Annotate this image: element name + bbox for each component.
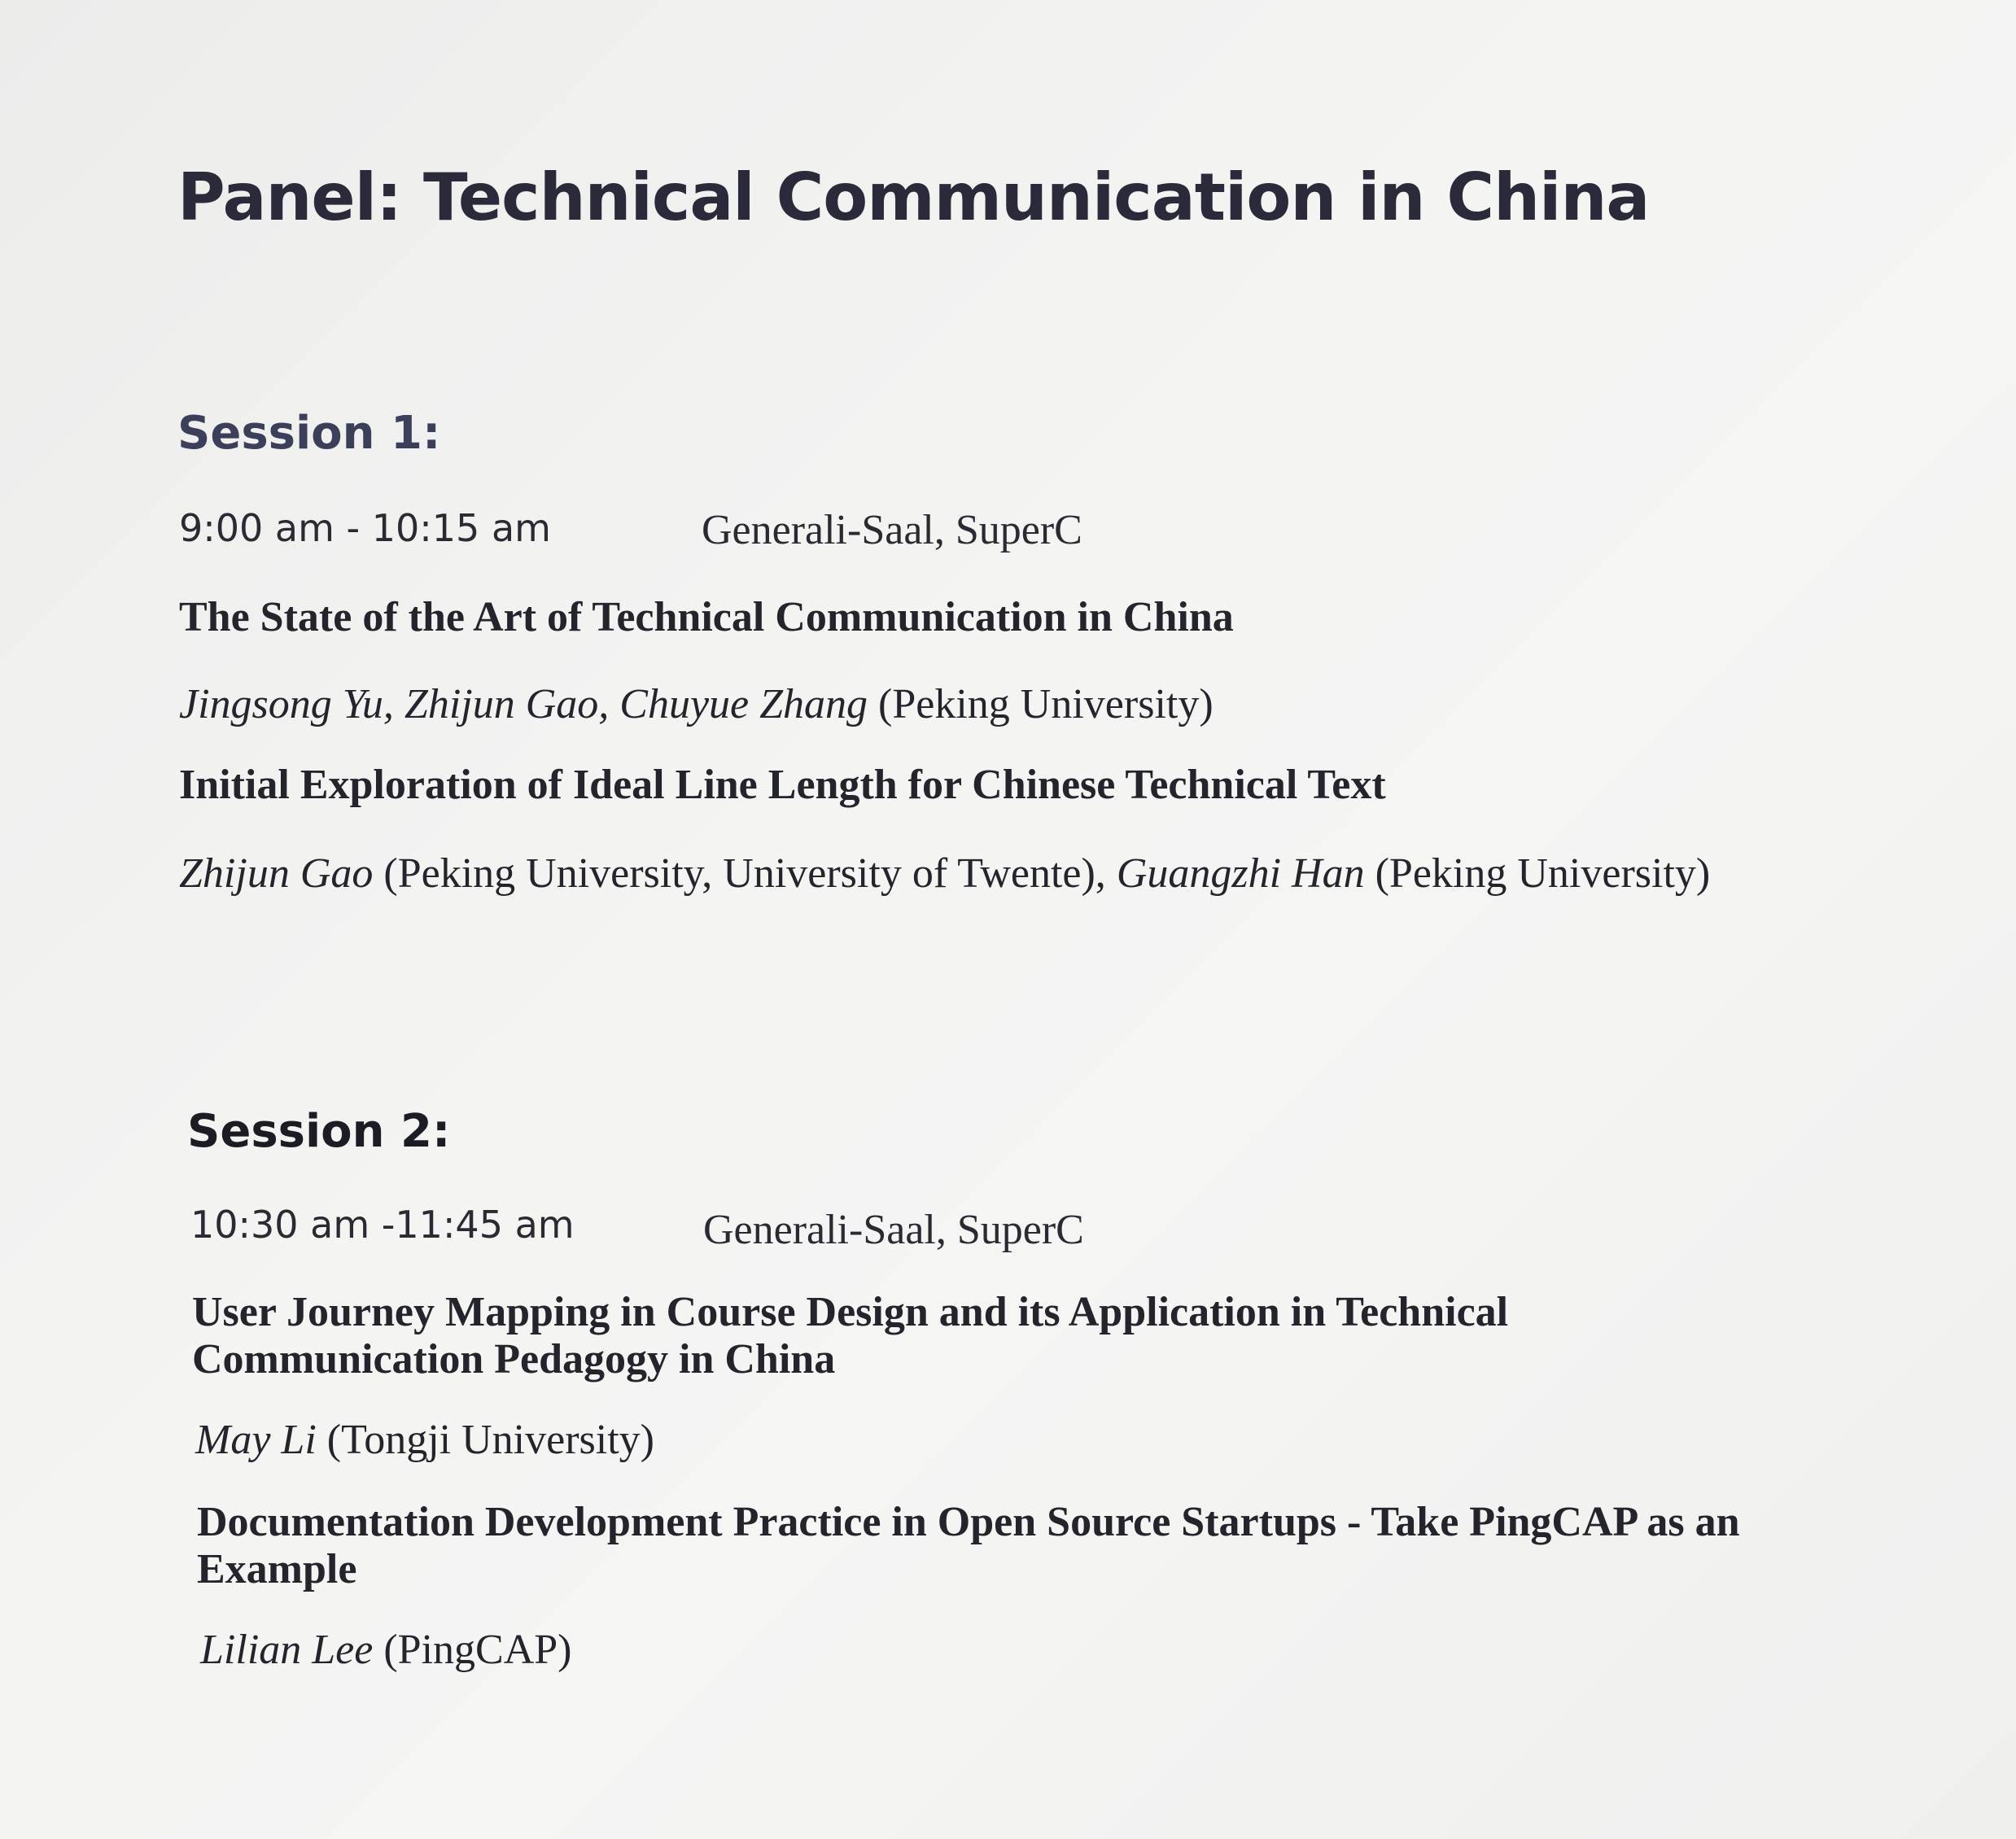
talk-authors <box>200 1626 572 1674</box>
author-names: Zhijun Gao <box>179 850 374 897</box>
talk-authors <box>195 1416 654 1464</box>
author-names: May Li <box>195 1417 317 1463</box>
talk-authors <box>179 850 1710 898</box>
author-names: Lilian Lee <box>200 1627 374 1673</box>
author-affiliation: (Tongji University) <box>316 1417 654 1463</box>
author-affiliation: (Peking University) <box>1364 850 1711 897</box>
talk-title-line: Example <box>197 1546 357 1592</box>
talk-title: The State of the Art of Technical Communication in China <box>179 594 1234 640</box>
talk-title-line: User Journey Mapping in Course Design and its Application in Technical <box>192 1289 1509 1335</box>
session-heading: Session 2: <box>187 1105 451 1158</box>
panel-title: Panel: Technical Communication in China <box>177 159 1650 235</box>
talk-title-line: Communication Pedagogy in China <box>192 1336 836 1383</box>
session-heading: Session 1: <box>177 407 441 460</box>
session-time: 10:30 am -11:45 am <box>190 1203 575 1247</box>
author-names: Jingsong Yu, Zhijun Gao, Chuyue Zhang <box>179 681 868 727</box>
talk-title <box>197 1499 1740 1593</box>
author-affiliation: (Peking University, University of Twente), <box>373 850 1117 897</box>
session-location: Generali-Saal, SuperC <box>703 1207 1084 1253</box>
talk-title: Initial Exploration of Ideal Line Length for Chinese Technical Text <box>179 762 1386 808</box>
talk-title <box>192 1289 1508 1383</box>
author-affiliation: (PingCAP) <box>373 1627 572 1673</box>
session-time: 9:00 am - 10:15 am <box>179 506 551 550</box>
author-names: Guangzhi Han <box>1116 850 1365 897</box>
session-location: Generali-Saal, SuperC <box>702 507 1082 553</box>
talk-title-line: Documentation Development Practice in Open Source Startups - Take PingCAP as an <box>197 1499 1740 1545</box>
talk-authors <box>179 680 1214 728</box>
author-affiliation: (Peking University) <box>868 681 1214 727</box>
